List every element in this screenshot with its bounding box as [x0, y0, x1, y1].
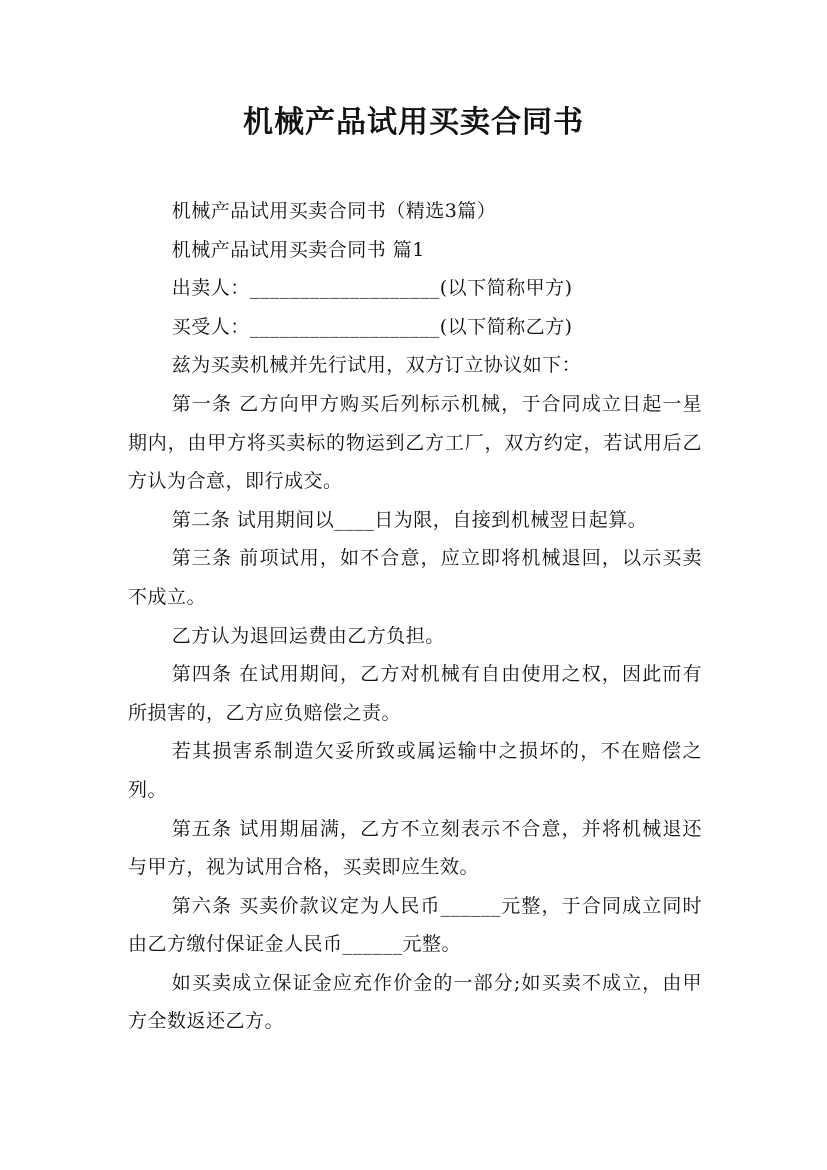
paragraph-section-heading: 机械产品试用买卖合同书 篇1: [171, 238, 425, 261]
paragraph-buyer: 买受人：___________________(以下简称乙方): [171, 315, 573, 338]
paragraph-article-1: 第一条 乙方向甲方购买后列标示机械，于合同成立日起一星期内，由甲方将买卖标的物运到乙方工厂，双方约定，若试用后乙方认为合意，即行成交。: [128, 392, 702, 493]
paragraph-article-2: 第二条 试用期间以____日为限，自接到机械翌日起算。: [171, 508, 648, 531]
paragraph-preamble: 兹为买卖机械并先行试用，双方订立协议如下：: [171, 354, 582, 377]
paragraph-article-3: 第三条 前项试用，如不合意，应立即将机械退回，以示买卖不成立。: [128, 547, 702, 608]
paragraph-article-4-note: 若其损害系制造欠妥所致或属运输中之损坏的，不在赔偿之列。: [128, 740, 702, 801]
paragraph-article-4: 第四条 在试用期间，乙方对机械有自由使用之权，因此而有所损害的，乙方应负赔偿之责。: [128, 663, 702, 724]
paragraph-article-6-note: 如买卖成立保证金应充作价金的一部分;如买卖不成立，由甲方全数返还乙方。: [128, 971, 702, 1033]
paragraph-article-5: 第五条 试用期届满，乙方不立刻表示不合意，并将机械退还与甲方，视为试用合格，买卖即应生效。: [128, 817, 702, 879]
paragraph-article-3-note: 乙方认为退回运费由乙方负担。: [171, 624, 445, 647]
paragraph-article-6: 第六条 买卖价款议定为人民币______元整，于合同成立同时由乙方缴付保证金人民币______元整。: [128, 894, 702, 956]
document-body: [128, 192, 702, 1041]
paragraph-subtitle: 机械产品试用买卖合同书（精选3篇）: [171, 200, 497, 222]
paragraph-seller: 出卖人：___________________(以下简称甲方): [171, 277, 573, 300]
document-title: 机械产品试用买卖合同书: [243, 105, 584, 140]
